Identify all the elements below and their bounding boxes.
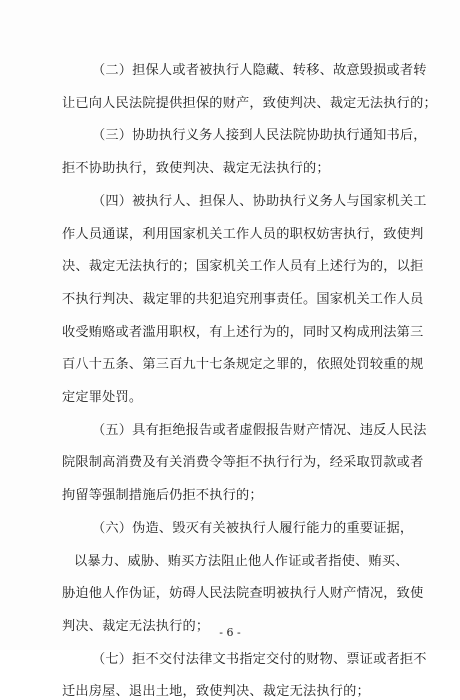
text-line: （六）伪造、毁灭有关被执行人履行能力的重要证据， [92, 520, 414, 536]
text-line: 百八十五条、第三百九十七条规定之罪的，依照处罚较重的规 [62, 357, 424, 373]
text-line: 定定罪处罚。 [62, 390, 143, 405]
text-line: （七）拒不交付法律文书指定交付的财物、票证或者拒不 [92, 651, 427, 667]
text-line: 院限制高消费及有关消费令等拒不执行行为，经采取罚款或者 [62, 455, 424, 471]
text-line: 收受贿赂或者滥用职权，有上述行为的，同时又构成刑法第三 [62, 324, 424, 340]
text-line: 胁迫他人作伪证，妨碍人民法院查明被执行人财产情况，致使 [62, 586, 424, 602]
text-line: 作人员通谋，利用国家机关工作人员的职权妨害执行，致使判 [62, 226, 424, 242]
text-line: 迁出房屋、退出土地，致使判决、裁定无法执行的； [62, 684, 370, 700]
text-line: （三）协助执行义务人接到人民法院协助执行通知书后， [92, 128, 427, 144]
text-line: 不执行判决、裁定罪的共犯追究刑事责任。国家机关工作人员 [62, 291, 424, 307]
text-line: 以暴力、威胁、贿买方法阻止他人作证或者指使、贿买、 [74, 553, 409, 569]
text-line: 拘留等强制措施后仍拒不执行的； [62, 488, 263, 504]
text-line: 判决、裁定无法执行的； [62, 618, 210, 634]
text-line: （二）担保人或者被执行人隐藏、转移、故意毁损或者转 [92, 63, 427, 78]
text-line: 拒不协助执行，致使判决、裁定无法执行的； [62, 161, 330, 177]
text-line: 决、裁定无法执行的；国家机关工作人员有上述行为的，以拒 [62, 259, 424, 275]
text-line: （四）被执行人、担保人、协助执行义务人与国家机关工 [92, 193, 427, 209]
text-line: （五）具有拒绝报告或者虚假报告财产情况、违反人民法 [92, 422, 427, 438]
page-number: - 6 - [219, 626, 241, 639]
text-line: 让已向人民法院提供担保的财产，致使判决、裁定无法执行的； [62, 95, 437, 111]
